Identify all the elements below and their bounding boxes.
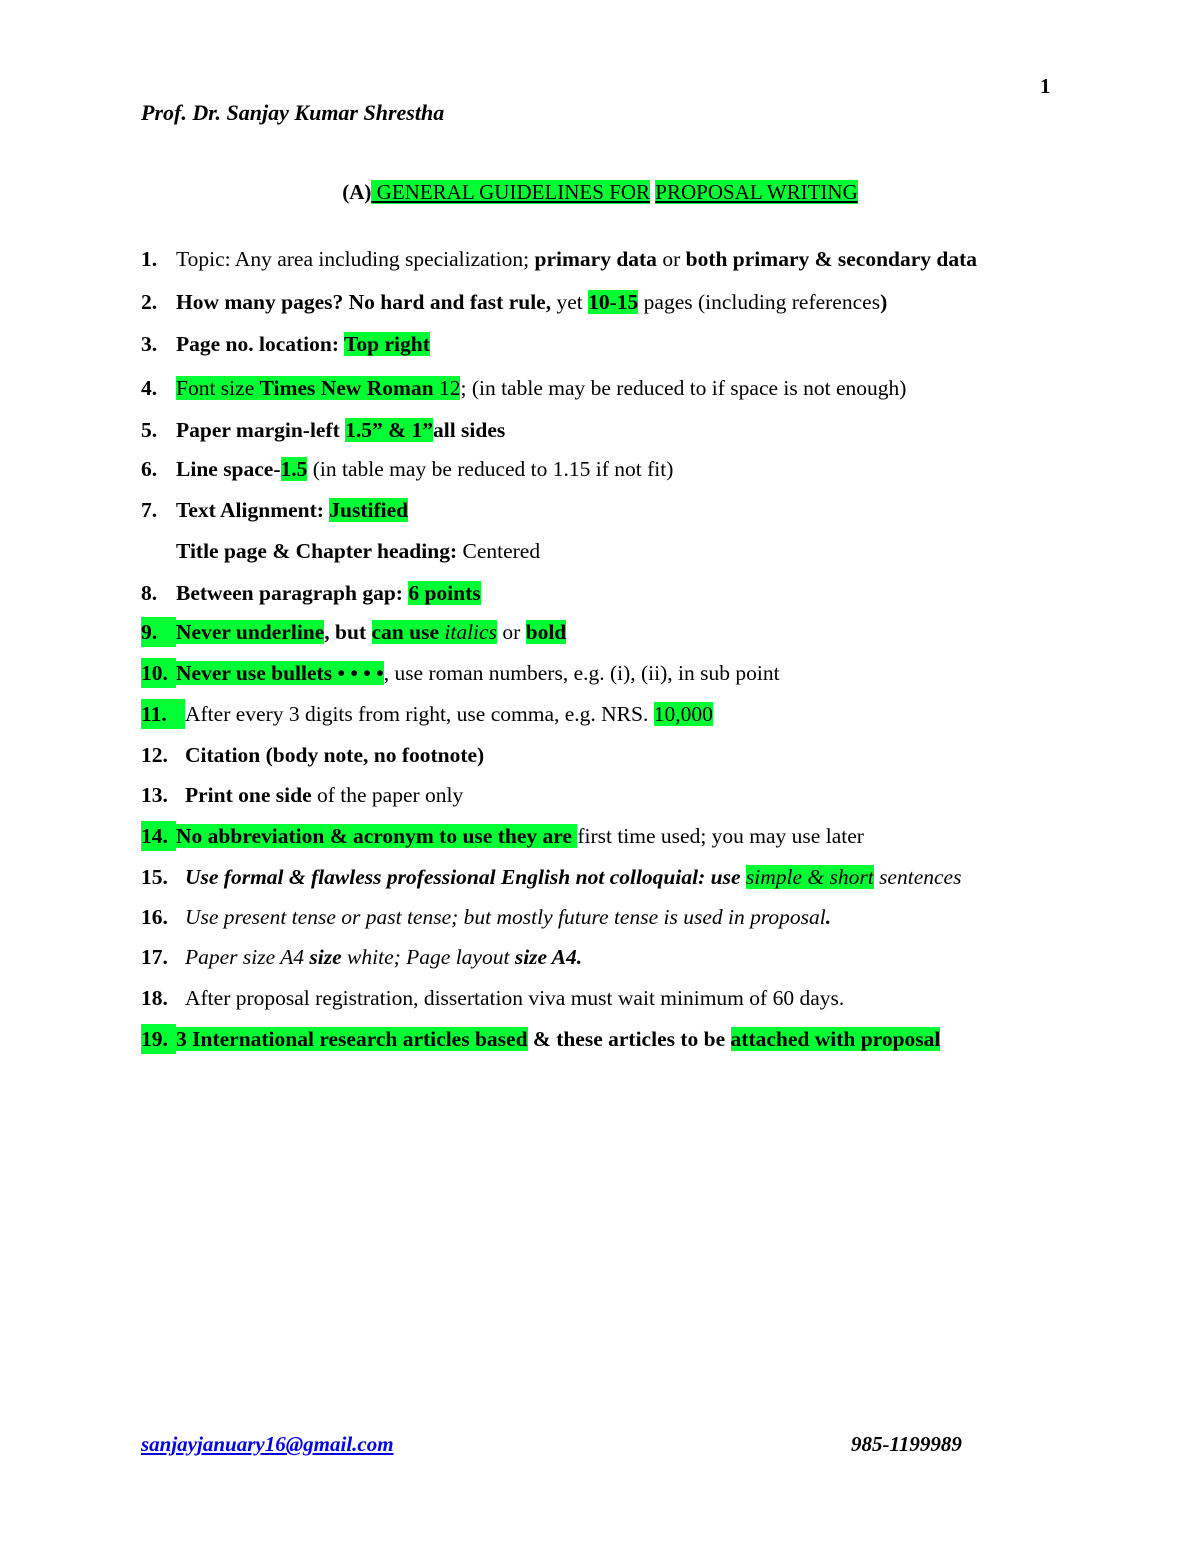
heading-part2: PROPOSAL WRITING xyxy=(655,180,858,204)
list-item: 4. Font size Times New Roman 12; (in table may be reduced to if space is not enough) xyxy=(141,376,907,400)
list-item: 5. Paper margin-left 1.5” & 1”all sides xyxy=(141,418,506,442)
list-item: 3. Page no. location: Top right xyxy=(141,332,430,356)
list-item: 6. Line space-1.5 (in table may be reduced to 1.15 if not fit) xyxy=(141,457,674,481)
list-item: 11. After every 3 digits from right, use comma, e.g. NRS. 10,000 xyxy=(141,699,713,729)
heading-part1: GENERAL GUIDELINES FOR xyxy=(371,180,651,204)
list-item: 7. Text Alignment: Justified xyxy=(141,498,409,522)
page-number: 1 xyxy=(1040,74,1051,98)
list-item: 9. Never underline, but can use italics or bold xyxy=(141,617,566,647)
list-item: 17. Paper size A4 size white; Page layout size A4. xyxy=(141,945,583,969)
list-item-subline: Title page & Chapter heading: Centered xyxy=(176,539,541,563)
list-item: 1. Topic: Any area including specialization; primary data or both primary & secondary data xyxy=(141,247,978,271)
heading-prefix: (A) xyxy=(342,180,372,204)
list-item: 14. No abbreviation & acronym to use they are first time used; you may use later xyxy=(141,821,864,851)
list-item: 15. Use formal & flawless professional English not colloquial: use simple & short sentences xyxy=(141,865,962,889)
list-item: 12. Citation (body note, no footnote) xyxy=(141,743,485,767)
list-item: 18. After proposal registration, dissertation viva must wait minimum of 60 days. xyxy=(141,986,845,1010)
author-phone: 985-1199989 xyxy=(851,1432,962,1456)
list-item: 2. How many pages? No hard and fast rule, yet 10-15 pages (including references) xyxy=(141,290,888,314)
list-item: 8. Between paragraph gap: 6 points xyxy=(141,581,481,605)
author-header: Prof. Dr. Sanjay Kumar Shrestha xyxy=(141,100,445,125)
author-email-link[interactable]: sanjayjanuary16@gmail.com xyxy=(141,1432,394,1456)
list-item: 13. Print one side of the paper only xyxy=(141,783,464,807)
list-item: 19. 3 International research articles based & these articles to be attached with proposal xyxy=(141,1024,940,1054)
section-heading xyxy=(0,180,1200,205)
list-item: 16. Use present tense or past tense; but mostly future tense is used in proposal. xyxy=(141,905,832,929)
list-item: 10. Never use bullets • • • •, use roman numbers, e.g. (i), (ii), in sub point xyxy=(141,658,780,688)
